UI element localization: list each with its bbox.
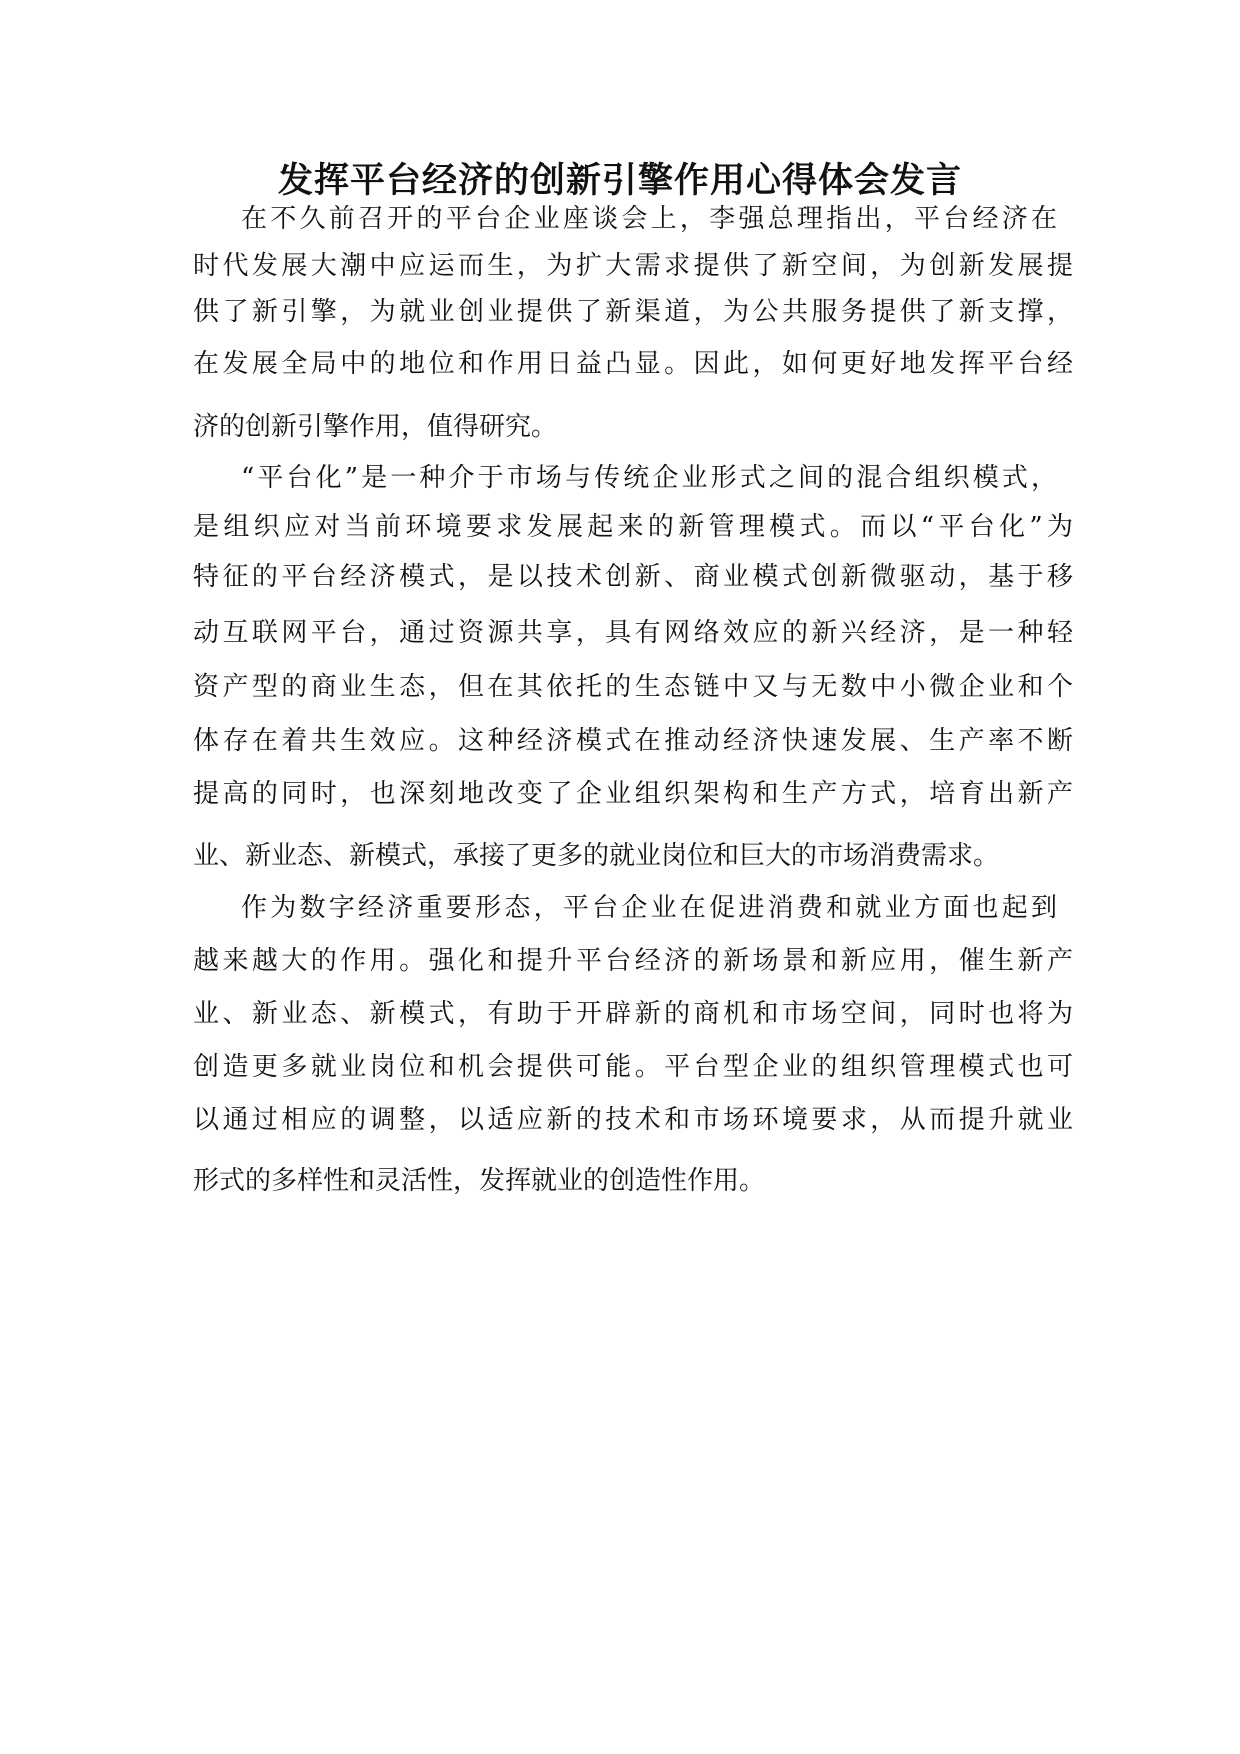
paragraph-line: 越来越大的作用。强化和提升平台经济的新场景和新应用，催生新产 (193, 946, 1073, 976)
paragraph-line: 济的创新引擎作用，值得研究。 (193, 412, 558, 442)
paragraph-line: 以通过相应的调整，以适应新的技术和市场环境要求，从而提升就业 (193, 1105, 1073, 1135)
paragraph-line: 创造更多就业岗位和机会提供可能。平台型企业的组织管理模式也可 (193, 1052, 1073, 1082)
paragraph-line: 提高的同时，也深刻地改变了企业组织架构和生产方式，培育出新产 (193, 779, 1073, 809)
paragraph-line: 资产型的商业生态，但在其依托的生态链中又与无数中小微企业和个 (193, 672, 1073, 702)
paragraph-line: 动互联网平台，通过资源共享，具有网络效应的新兴经济，是一种轻 (193, 618, 1073, 648)
paragraph-line: 体存在着共生效应。这种经济模式在推动经济快速发展、生产率不断 (193, 726, 1073, 756)
paragraph-line: 在发展全局中的地位和作用日益凸显。因此，如何更好地发挥平台经 (193, 349, 1073, 379)
document-title: 发挥平台经济的创新引擎作用心得体会发言 (277, 160, 962, 201)
paragraph-line: 在不久前召开的平台企业座谈会上，李强总理指出，平台经济在 (241, 204, 1057, 234)
paragraph-line: 业、新业态、新模式，承接了更多的就业岗位和巨大的市场消费需求。 (193, 841, 1000, 871)
paragraph-line: 时代发展大潮中应运而生，为扩大需求提供了新空间，为创新发展提 (193, 251, 1073, 281)
paragraph-line: 形式的多样性和灵活性，发挥就业的创造性作用。 (193, 1166, 766, 1196)
paragraph-line: 是组织应对当前环境要求发展起来的新管理模式。而以“平台化”为 (193, 512, 1073, 542)
paragraph-line: 特征的平台经济模式，是以技术创新、商业模式创新微驱动，基于移 (193, 562, 1073, 592)
paragraph-line: 作为数字经济重要形态，平台企业在促进消费和就业方面也起到 (241, 893, 1057, 923)
paragraph-line: “平台化”是一种介于市场与传统企业形式之间的混合组织模式， (241, 463, 1057, 493)
paragraph-line: 业、新业态、新模式，有助于开辟新的商机和市场空间，同时也将为 (193, 999, 1073, 1029)
paragraph-line: 供了新引擎，为就业创业提供了新渠道，为公共服务提供了新支撑， (193, 297, 1073, 327)
